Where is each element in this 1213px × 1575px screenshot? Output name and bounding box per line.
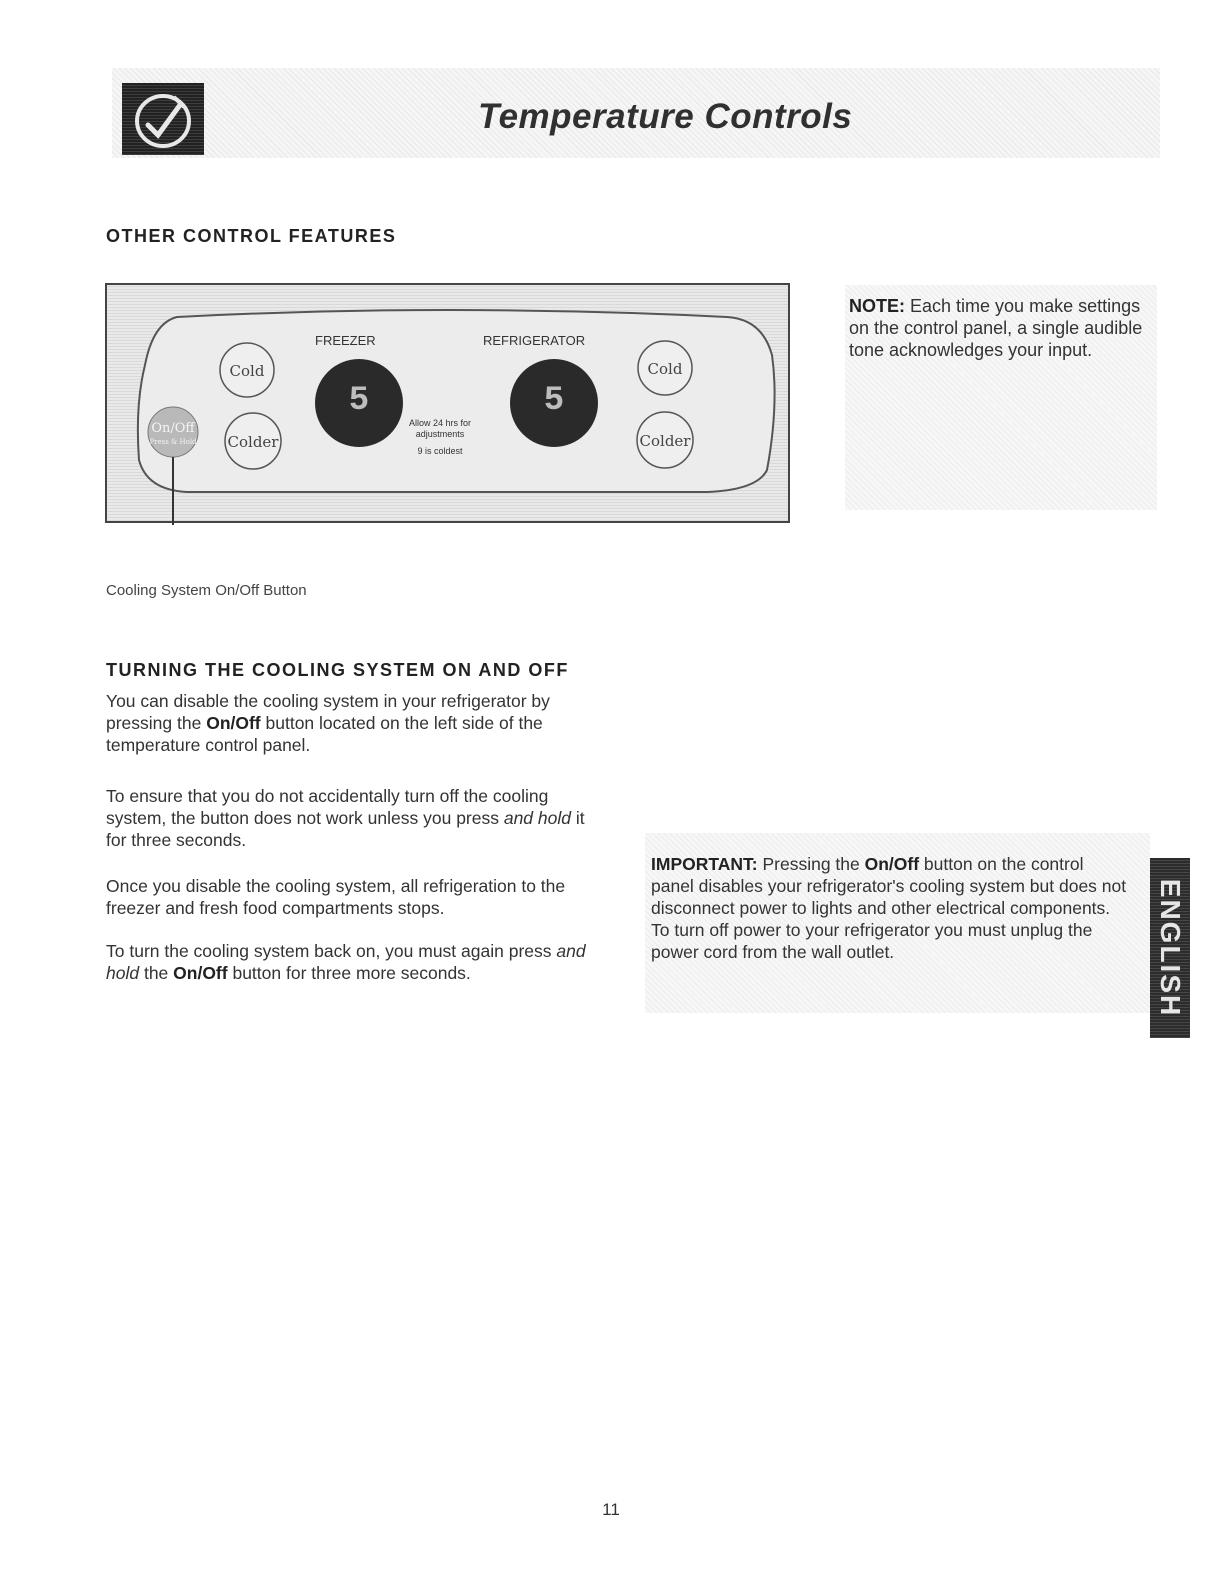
section-heading-other-controls: OTHER CONTROL FEATURES (106, 226, 397, 246)
paragraph-text: the (139, 963, 174, 983)
paragraph-press-and-hold (106, 785, 606, 851)
refrigerator-label: REFRIGERATOR (483, 333, 586, 348)
adjustment-note-line1: Allow 24 hrs for (408, 418, 472, 428)
freezer-label: FREEZER (315, 333, 376, 348)
note-callout (845, 285, 1157, 510)
temperature-controls-icon (122, 83, 204, 155)
and-hold-term: and hold (106, 941, 586, 983)
section-heading-turning-system: TURNING THE COOLING SYSTEM ON AND OFF (106, 660, 569, 680)
control-panel-outline (107, 285, 792, 525)
page-title: Temperature Controls (478, 97, 853, 136)
important-label: IMPORTANT: (651, 854, 758, 874)
onoff-term: On/Off (206, 713, 261, 733)
refrigerator-cold-button[interactable]: Cold (647, 360, 683, 378)
paragraph-refrigeration-stops (106, 875, 606, 919)
onoff-button[interactable]: On/Off (151, 421, 195, 436)
paragraph-text: Once you disable the cooling system, all refrigeration to the freezer and fresh food compartments stops. (106, 876, 566, 918)
control-panel-figure (105, 283, 790, 523)
onoff-sublabel: Press & Hold (149, 438, 197, 446)
refrigerator-display: 5 (543, 382, 565, 420)
paragraph-turn-back-on (106, 940, 606, 984)
paragraph-disable-system (106, 690, 606, 756)
freezer-cold-button[interactable]: Cold (229, 362, 265, 380)
onoff-term: On/Off (173, 963, 228, 983)
and-hold-term: and hold (503, 808, 571, 828)
important-callout (645, 833, 1150, 1013)
paragraph-text: To turn the cooling system back on, you must again press (106, 941, 557, 961)
note-label: NOTE: (849, 296, 905, 316)
adjustment-note-line2: adjustments (415, 429, 465, 439)
freezer-display: 5 (348, 382, 370, 420)
freezer-colder-button[interactable]: Colder (227, 433, 279, 451)
important-text: button on the control panel disables your refrigerator's cooling system but does not disconnect power to lights and other electrical components. To turn off power to your refrigerator you must unplug the power cord from the wall outlet. (651, 854, 1127, 962)
coldest-note: 9 is coldest (417, 446, 463, 456)
onoff-button-caption: Cooling System On/Off Button (106, 582, 307, 599)
language-tab-label: ENGLISH (1155, 878, 1186, 1018)
paragraph-text: button located on the left side of the temperature control panel. (106, 713, 543, 755)
paragraph-text: button for three more seconds. (227, 963, 471, 983)
paragraph-text: You can disable the cooling system in your refrigerator by pressing the (106, 691, 550, 733)
paragraph-text: it for three seconds. (106, 808, 585, 850)
important-text: Pressing the (757, 854, 865, 874)
onoff-term: On/Off (864, 854, 920, 874)
refrigerator-colder-button[interactable]: Colder (639, 432, 691, 450)
paragraph-text: To ensure that you do not accidentally turn off the cooling system, the button does not work unless you press (106, 786, 549, 828)
page-number: 11 (602, 1500, 620, 1519)
note-text: Each time you make settings on the control panel, a single audible tone acknowledges your input. (849, 296, 1143, 360)
